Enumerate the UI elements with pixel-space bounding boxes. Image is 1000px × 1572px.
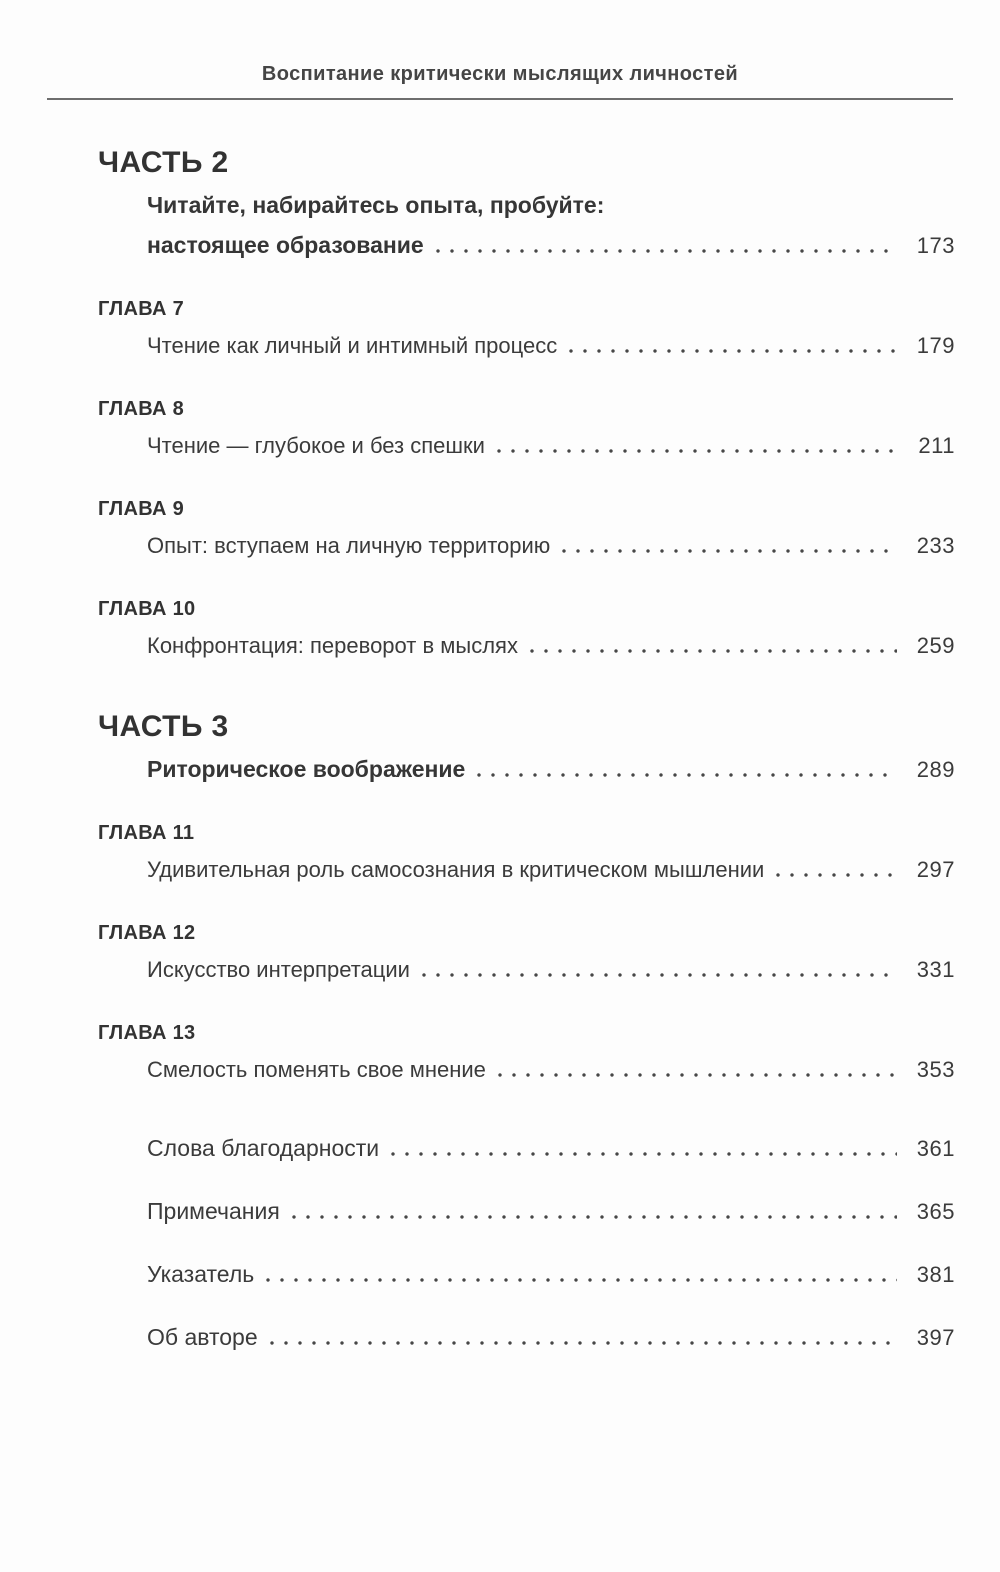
toc-entry-row — [147, 434, 955, 458]
toc-chapter-12 — [98, 923, 955, 982]
toc-chapter-10 — [98, 599, 955, 658]
entry-title: Примечания — [147, 1198, 280, 1224]
page-number: 233 — [916, 533, 955, 558]
part-title-block — [147, 757, 955, 782]
toc-entry-row — [147, 233, 955, 258]
dot-leader — [292, 1215, 897, 1219]
dot-leader — [530, 649, 897, 653]
table-of-contents — [0, 148, 1000, 1350]
dot-leader — [569, 349, 897, 353]
toc-entry-row — [147, 334, 955, 358]
header-rule — [47, 98, 953, 100]
entry-title: Удивительная роль самосознания в критическом мышлении — [147, 857, 765, 882]
dot-leader — [391, 1152, 897, 1156]
entry-title: Об авторе — [147, 1324, 258, 1350]
entry-title: Чтение — глубокое и без спешки — [147, 433, 485, 458]
page-number: 179 — [916, 333, 955, 358]
toc-entry-acknowledgments — [147, 1136, 955, 1161]
toc-part-2 — [98, 148, 955, 258]
part-title-line-1: Читайте, набирайтесь опыта, пробуйте: — [147, 192, 605, 218]
page-number: 173 — [916, 233, 955, 258]
page-header — [0, 0, 1000, 100]
dot-leader — [562, 549, 897, 553]
toc-chapter-9 — [98, 499, 955, 558]
dot-leader — [266, 1278, 897, 1282]
page-number: 397 — [916, 1325, 955, 1350]
page-number: 211 — [918, 433, 955, 458]
chapter-label: ГЛАВА 9 — [98, 498, 184, 520]
page-number: 297 — [916, 857, 955, 882]
chapter-label: ГЛАВА 8 — [98, 398, 184, 420]
part-label: ЧАСТЬ 2 — [98, 146, 229, 179]
entry-title: Конфронтация: переворот в мыслях — [147, 633, 518, 658]
entry-title: Опыт: вступаем на личную территорию — [147, 533, 551, 558]
chapter-label: ГЛАВА 11 — [98, 822, 195, 844]
chapter-label: ГЛАВА 12 — [98, 922, 196, 944]
page-number: 365 — [916, 1199, 955, 1224]
part-title: Риторическое воображение — [147, 756, 466, 782]
page-number: 361 — [916, 1136, 955, 1161]
page-number: 381 — [916, 1262, 955, 1287]
toc-entry-index — [147, 1262, 955, 1287]
toc-entry-row — [147, 534, 955, 558]
toc-chapter-11 — [98, 823, 955, 882]
entry-title: Чтение как личный и интимный процесс — [147, 333, 558, 358]
toc-entry-notes — [147, 1199, 955, 1224]
toc-part-3 — [98, 712, 955, 782]
page-number: 289 — [916, 757, 955, 782]
part-label: ЧАСТЬ 3 — [98, 710, 229, 743]
page-number: 259 — [916, 633, 955, 658]
toc-chapter-7 — [98, 299, 955, 358]
entry-title: Искусство интерпретации — [147, 957, 410, 982]
dot-leader — [498, 1073, 897, 1077]
part-title-line-2: настоящее образование — [147, 232, 424, 258]
chapter-label: ГЛАВА 10 — [98, 598, 196, 620]
entry-title: Указатель — [147, 1261, 255, 1287]
toc-entry-row — [147, 858, 955, 882]
chapter-label: ГЛАВА 13 — [98, 1022, 196, 1044]
toc-chapter-8 — [98, 399, 955, 458]
entry-title: Смелость поменять свое мнение — [147, 1057, 486, 1082]
part-title-block — [147, 194, 955, 258]
toc-back-matter — [98, 1136, 955, 1350]
running-head: Воспитание критически мыслящих личностей — [261, 63, 739, 85]
dot-leader — [436, 249, 897, 253]
toc-entry-row — [147, 757, 955, 782]
toc-entry-row — [147, 958, 955, 982]
dot-leader — [422, 973, 897, 977]
entry-title: Слова благодарности — [147, 1135, 380, 1161]
toc-entry-about-author — [147, 1325, 955, 1350]
page-number: 353 — [916, 1057, 955, 1082]
chapter-label: ГЛАВА 7 — [98, 298, 184, 320]
toc-chapter-13 — [98, 1023, 955, 1082]
toc-entry-row — [147, 1058, 955, 1082]
dot-leader — [477, 773, 897, 777]
toc-entry-row — [147, 634, 955, 658]
dot-leader — [497, 449, 897, 453]
page-number: 331 — [916, 957, 955, 982]
dot-leader — [776, 873, 897, 877]
dot-leader — [270, 1341, 897, 1345]
